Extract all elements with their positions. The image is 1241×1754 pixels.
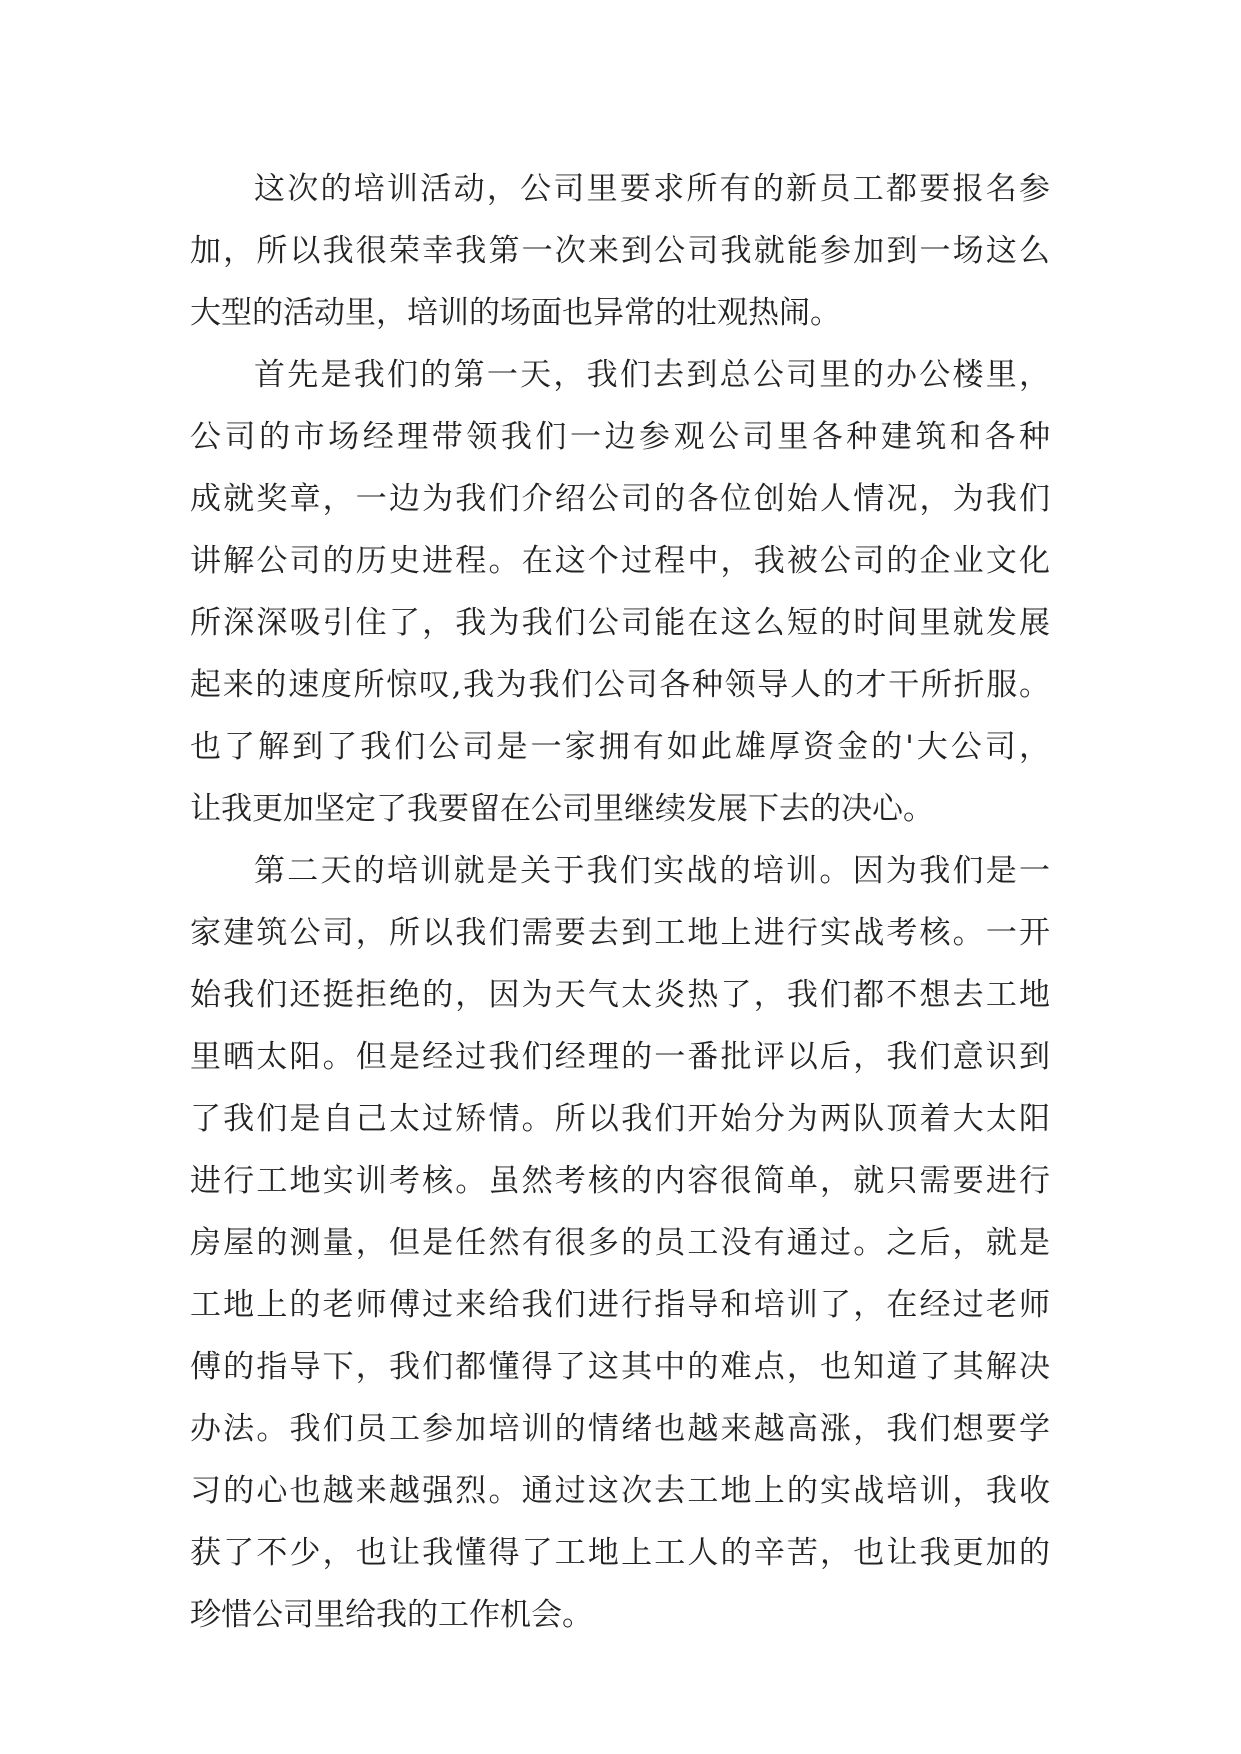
- paragraph-2-line-4: 讲解公司的历史进程。在这个过程中，我被公司的企业文化: [190, 543, 1050, 579]
- paragraph-3-line-2: 家建筑公司，所以我们需要去到工地上进行实战考核。一开: [190, 915, 1050, 951]
- paragraph-2-line-5: 所深深吸引住了，我为我们公司能在这么短的时间里就发展: [190, 605, 1050, 641]
- paragraph-3-line-12: 获了不少，也让我懂得了工地上工人的辛苦，也让我更加的: [190, 1535, 1050, 1571]
- paragraph-3-line-1: 第二天的培训就是关于我们实战的培训。因为我们是一: [254, 853, 1050, 889]
- paragraph-3-line-9: 傅的指导下，我们都懂得了这其中的难点，也知道了其解决: [190, 1349, 1050, 1385]
- paragraph-2-line-1: 首先是我们的第一天，我们去到总公司里的办公楼里，: [254, 357, 1050, 393]
- paragraph-2-line-3: 成就奖章，一边为我们介绍公司的各位创始人情况，为我们: [190, 481, 1050, 517]
- paragraph-2-line-7: 也了解到了我们公司是一家拥有如此雄厚资金的'大公司，: [190, 729, 1050, 765]
- paragraph-2-line-8: 让我更加坚定了我要留在公司里继续发展下去的决心。: [190, 791, 934, 827]
- paragraph-3-line-10: 办法。我们员工参加培训的情绪也越来越高涨，我们想要学: [190, 1411, 1050, 1447]
- paragraph-1-line-3: 大型的活动里，培训的场面也异常的壮观热闹。: [190, 295, 841, 331]
- paragraph-3-line-7: 房屋的测量，但是任然有很多的员工没有通过。之后，就是: [190, 1225, 1050, 1261]
- paragraph-2-line-2: 公司的市场经理带领我们一边参观公司里各种建筑和各种: [190, 419, 1050, 455]
- paragraph-3-line-6: 进行工地实训考核。虽然考核的内容很简单，就只需要进行: [190, 1163, 1050, 1199]
- paragraph-1-line-1: 这次的培训活动，公司里要求所有的新员工都要报名参: [254, 171, 1050, 207]
- paragraph-3-line-4: 里晒太阳。但是经过我们经理的一番批评以后，我们意识到: [190, 1039, 1050, 1075]
- document-body: [190, 158, 1050, 1646]
- paragraph-3-line-5: 了我们是自己太过矫情。所以我们开始分为两队顶着大太阳: [190, 1101, 1050, 1137]
- paragraph-3-line-8: 工地上的老师傅过来给我们进行指导和培训了，在经过老师: [190, 1287, 1050, 1323]
- paragraph-2-line-6: 起来的速度所惊叹,我为我们公司各种领导人的才干所折服。: [190, 667, 1050, 703]
- paragraph-3-line-13: 珍惜公司里给我的工作机会。: [190, 1597, 593, 1633]
- paragraph-1-line-2: 加，所以我很荣幸我第一次来到公司我就能参加到一场这么: [190, 233, 1050, 269]
- paragraph-3-line-3: 始我们还挺拒绝的，因为天气太炎热了，我们都不想去工地: [190, 977, 1050, 1013]
- paragraph-3-line-11: 习的心也越来越强烈。通过这次去工地上的实战培训，我收: [190, 1473, 1050, 1509]
